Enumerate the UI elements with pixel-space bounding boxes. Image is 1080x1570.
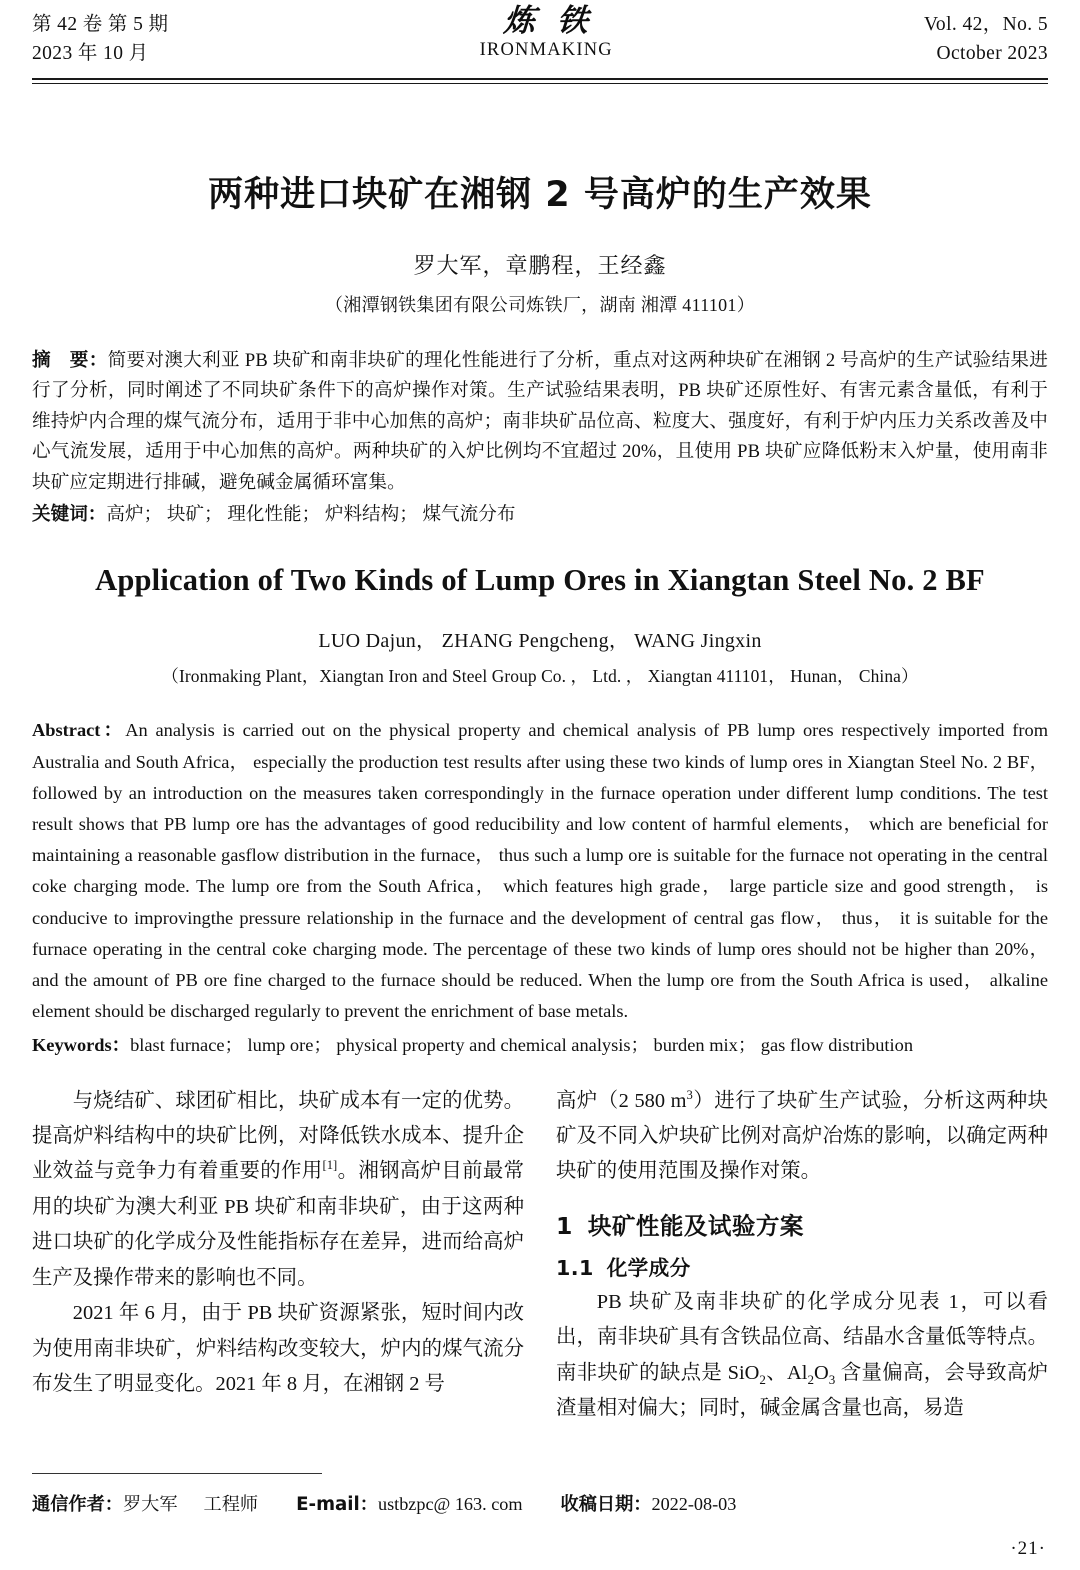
article-affiliation-en: （Ironmaking Plant，Xiangtan Iron and Steel Group Co. ， Ltd. ， Xiangtan 411101， Hunan， China） — [161, 666, 919, 687]
keywords-label-cn: 关键词： — [32, 504, 107, 526]
abstract-text-en: An analysis is carried out on the physical property and chemical analysis of PB lump ores respectively imported from Australia and South Africa， especially the production test results after using these two kinds of lump ores in Xiangtan Steel No. 2 BF， followed by an introduction on the measures taken correspondingly in the furnace operation under different lump conditions. The test result shows that PB lump ore has the advantages of good reducibility and low content of harmful elements， which are beneficial for maintaining a reasonable gasflow distribution in the furnace， thus such a lump ore is suitable for the furnace not operating in the central coke charging mode. The lump ore from the South Africa， which features high grade， large particle size and good strength， is conducive to improvingthe pressure relationship in the furnace and the development of central gas flow， thus， it is suitable for the furnace operating in the central coke charging mode. The percentage of these two kinds of lump ores should not be higher than 20%， and the amount of PB ore fine charged to the furnace should be reduced. When the lump ore from the South Africa is used， alkaline element should be discharged regularly to prevent the enrichment of base metals. — [32, 720, 1048, 1022]
issue-date-cn: 2023 年 10 月 — [32, 43, 149, 64]
chem-text-part1: PB 块矿及南非块矿的化学成分见表 1，可以看出，南非块矿具有含铁品位高、结晶水含量低等特点。南非块矿的缺点是 SiO — [556, 1290, 1048, 1384]
body-columns — [32, 1084, 1048, 1427]
corresponding-author-label: 通信作者： — [32, 1494, 123, 1515]
body-column-left — [32, 1084, 524, 1427]
al2o3-subscript-o: 3 — [828, 1371, 836, 1387]
email-value[interactable]: ustbzpc@ 163. com — [377, 1494, 523, 1514]
issue-date-en: October 2023 — [936, 43, 1048, 64]
citation-ref-1: [1] — [322, 1158, 338, 1173]
article-authors-cn: 罗大军，章鹏程，王经鑫 — [413, 254, 667, 279]
keywords-en — [32, 1030, 1048, 1061]
section-heading-1 — [556, 1209, 1048, 1243]
paragraph-intro-1-part1: 与烧结矿、球团矿相比，块矿成本有一定的优势。提高炉料结构中的块矿比例，对降低铁水成本、提升企业效益与竞争力有着重要的作用 — [32, 1089, 524, 1183]
abstract-label-en: Abstract： — [32, 720, 126, 741]
email-label: E-mail： — [296, 1494, 378, 1515]
volume-issue-en: Vol. 42，No. 5 — [923, 14, 1048, 35]
abstract-cn — [32, 346, 1048, 498]
keywords-text-en: blast furnace； lump ore； physical property and chemical analysis； burden mix； gas flow distribution — [130, 1035, 914, 1056]
journal-logo-cn: 炼铁 — [502, 3, 612, 39]
keywords-text-cn: 高炉； 块矿； 理化性能； 炉料结构； 煤气流分布 — [106, 504, 516, 526]
abstract-text-cn: 简要对澳大利亚 PB 块矿和南非块矿的理化性能进行了分析，重点对这两种块矿在湘钢 2 号高炉的生产试验结果进行了分析，同时阐述了不同块矿条件下的高炉操作对策。生产试验结果表明，PB 块矿还原性好、有害元素含量低，有利于维持炉内合理的煤气流分布，适用于非中心加焦的高炉；南非块矿品位高、粒度大、强度好，有利于炉内压力关系改善及中心气流发展，适用于中心加焦的高炉。两种块矿的入炉比例均不宜超过 20%，且使用 PB 块矿应降低粉末入炉量，使用南非块矿应定期进行排碱，避免碱金属循环富集。 — [32, 350, 1048, 493]
footnote-divider — [32, 1473, 322, 1474]
section-heading-1-number: 1 — [556, 1211, 573, 1240]
journal-logo — [386, 0, 706, 61]
masthead-divider — [32, 78, 1048, 84]
section-heading-1-1-number: 1.1 — [556, 1255, 594, 1280]
keywords-label-en: Keywords： — [32, 1035, 131, 1056]
section-heading-1-1-text: 化学成分 — [606, 1255, 691, 1280]
paragraph-intro-2: 2021 年 6 月，由于 PB 块矿资源紧张，短时间内改为使用南非块矿，炉料结构改变较大，炉内的煤气流分布发生了明显变化。2021 年 8 月，在湘钢 2 号 — [32, 1302, 524, 1395]
sio2-subscript: 2 — [759, 1371, 766, 1387]
article-authors-en: LUO Dajun， ZHANG Pengcheng， WANG Jingxin — [318, 630, 762, 653]
footnote-block — [32, 1491, 736, 1518]
page-masthead — [32, 0, 1048, 74]
furnace-volume-text: 高炉（2 580 m — [556, 1089, 687, 1112]
article-title-cn: 两种进口块矿在湘钢 2 号高炉的生产效果 — [208, 175, 872, 215]
body-column-right — [556, 1084, 1048, 1427]
keywords-cn — [32, 500, 1048, 530]
journal-logo-en: IRONMAKING — [479, 40, 613, 60]
masthead-right — [924, 0, 1048, 68]
paragraph-chemical-composition — [556, 1285, 1048, 1427]
abstract-en — [32, 715, 1048, 1027]
al2o3-subscript-al: 2 — [807, 1371, 814, 1387]
page-number: ·21· — [1010, 1538, 1046, 1559]
paragraph-intro-1 — [32, 1084, 524, 1296]
received-date-label: 收稿日期： — [560, 1494, 652, 1515]
abstract-label-cn: 摘 要： — [32, 350, 108, 371]
article-title-en: Application of Two Kinds of Lump Ores in Xiangtan Steel No. 2 BF — [95, 563, 985, 598]
paragraph-intro-1-part2: 。湘钢高炉目前最常用的块矿为澳大利亚 PB 块矿和南非块矿，由于这两种进口块矿的化学成分及性能指标存在差异，进而给高炉生产及操作带来的影响也不同。 — [32, 1160, 525, 1289]
received-date-value: 2022-08-03 — [651, 1494, 737, 1514]
corresponding-author-name: 罗大军 — [122, 1494, 178, 1514]
chem-text-part3: O — [813, 1361, 829, 1384]
masthead-left — [32, 0, 168, 68]
section-heading-1-1 — [556, 1253, 1048, 1283]
article-affiliation-cn: （湘潭钢铁集团有限公司炼铁厂，湖南 湘潭 411101） — [324, 295, 756, 315]
paragraph-intro-2-continued — [556, 1084, 1048, 1190]
chem-text-part4: 含量偏高，会导致高炉渣量相对偏大；同时，碱金属含量也高，易造 — [556, 1361, 1049, 1420]
volume-issue-cn: 第 42 卷 第 5 期 — [32, 14, 169, 35]
chem-text-part2: 、Al — [765, 1361, 808, 1384]
cubic-meter-exponent: 3 — [686, 1087, 693, 1102]
paragraph-intro-2-tail: ）进行了块矿生产试验，分析这两种块矿及不同入炉块矿比例对高炉冶炼的影响，以确定两种块矿的使用范围及操作对策。 — [556, 1089, 1049, 1183]
corresponding-author-title: 工程师 — [203, 1494, 259, 1514]
section-heading-1-text: 块矿性能及试验方案 — [587, 1211, 804, 1240]
